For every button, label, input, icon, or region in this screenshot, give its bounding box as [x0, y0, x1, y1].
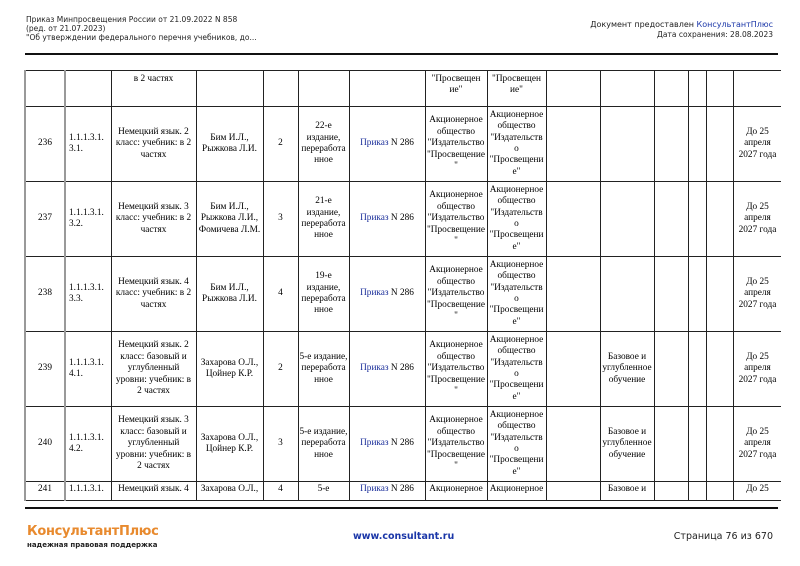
cell-manufacturer: Акционерное общество "Издательство "Просвещение": [487, 182, 546, 257]
cell-empty: [546, 407, 600, 482]
cell-empty: [654, 332, 688, 407]
cell-manufacturer: Акционерное общество "Издательство "Просвещение": [487, 407, 546, 482]
cell-empty: [654, 407, 688, 482]
cell-manufacturer: Акционерное общество "Издательство "Просвещение": [487, 332, 546, 407]
cell-code: 1.1.1.3.1. 4.1.: [65, 332, 111, 407]
cell-empty: [706, 482, 733, 501]
doc-title-line2: (ред. от 21.07.2023): [26, 24, 106, 33]
cell-deadline: [733, 71, 781, 107]
table-row: [25, 257, 781, 332]
cell-code: [65, 71, 111, 107]
save-date: Дата сохранения: 28.08.2023: [657, 30, 773, 39]
cell-empty: [654, 182, 688, 257]
cell-manufacturer: Акционерное общество "Издательство "Просвещение": [487, 107, 546, 182]
cell-deadline: До 25 апреля 2027 года: [733, 332, 781, 407]
cell-level: Базовое и углубленное обучение: [600, 332, 654, 407]
cell-empty: [546, 107, 600, 182]
order-number: N 286: [388, 484, 414, 494]
footer-brand-logo: КонсультантПлюс: [27, 524, 159, 539]
cell-order: [349, 407, 425, 482]
cell-deadline: До 25 апреля 2027 года: [733, 107, 781, 182]
cell-empty: [654, 107, 688, 182]
cell-level: [600, 107, 654, 182]
cell-grade: 4: [263, 257, 298, 332]
order-number: N 286: [388, 363, 414, 374]
cell-grade: 3: [263, 182, 298, 257]
cell-num: 236: [25, 107, 65, 182]
cell-num: 240: [25, 407, 65, 482]
cell-empty: [546, 332, 600, 407]
cell-title: Немецкий язык. 3 класс: базовый и углубленный уровни: учебник: в 2 частях: [111, 407, 196, 482]
cell-empty: [706, 407, 733, 482]
order-number: N 286: [388, 288, 414, 299]
cell-empty: [688, 107, 706, 182]
cell-code: 1.1.1.3.1.: [65, 482, 111, 501]
cell-level: Базовое и углубленное обучение: [600, 407, 654, 482]
cell-level: Базовое и: [600, 482, 654, 501]
cell-edition: [298, 71, 349, 107]
table-row: [25, 407, 781, 482]
cell-grade: 2: [263, 107, 298, 182]
cell-authors: Бим И.Л., Рыжкова Л.И.: [196, 257, 263, 332]
cell-title: в 2 частях: [111, 71, 196, 107]
cell-code: 1.1.1.3.1. 4.2.: [65, 407, 111, 482]
cell-authors: Захарова О.Л.,: [196, 482, 263, 501]
cell-title: Немецкий язык. 4 класс: учебник: в 2 частях: [111, 257, 196, 332]
cell-empty: [688, 182, 706, 257]
order-link[interactable]: Приказ: [360, 484, 389, 494]
cell-title: Немецкий язык. 3 класс: учебник: в 2 частях: [111, 182, 196, 257]
cell-empty: [654, 71, 688, 107]
doc-title-line1: Приказ Минпросвещения России от 21.09.2022 N 858: [26, 15, 238, 24]
cell-authors: [196, 71, 263, 107]
cell-level: [600, 182, 654, 257]
cell-edition: 5-е: [298, 482, 349, 501]
cell-empty: [688, 482, 706, 501]
cell-deadline: До 25 апреля 2027 года: [733, 407, 781, 482]
cell-code: 1.1.1.3.1. 3.2.: [65, 182, 111, 257]
order-number: N 286: [388, 438, 414, 449]
cell-edition: 22-е издание, переработанное: [298, 107, 349, 182]
cell-num: 241: [25, 482, 65, 501]
order-link[interactable]: Приказ: [360, 288, 389, 299]
cell-authors: Захарова О.Л., Цойнер К.Р.: [196, 407, 263, 482]
order-number: N 286: [388, 138, 414, 149]
page-indicator: Страница 76 из 670: [673, 531, 773, 542]
table-row: [25, 107, 781, 182]
cell-publisher: "Просвещен ие": [425, 71, 487, 107]
cell-grade: [263, 71, 298, 107]
cell-authors: Захарова О.Л., Цойнер К.Р.: [196, 332, 263, 407]
cell-empty: [546, 71, 600, 107]
cell-grade: 4: [263, 482, 298, 501]
cell-empty: [546, 257, 600, 332]
cell-num: 237: [25, 182, 65, 257]
table-row: [25, 332, 781, 407]
cell-empty: [688, 332, 706, 407]
cell-manufacturer: "Просвещен ие": [487, 71, 546, 107]
footer-tagline: надежная правовая поддержка: [27, 541, 158, 549]
order-link[interactable]: Приказ: [360, 213, 389, 224]
cell-edition: 5-е издание, переработанное: [298, 332, 349, 407]
cell-manufacturer: Акционерное: [487, 482, 546, 501]
cell-publisher: Акционерное общество "Издательство "Просвещение": [425, 257, 487, 332]
cell-publisher: Акционерное общество "Издательство "Просвещение": [425, 107, 487, 182]
order-link[interactable]: Приказ: [360, 438, 389, 449]
cell-empty: [706, 107, 733, 182]
cell-publisher: Акционерное общество "Издательство "Просвещение": [425, 407, 487, 482]
cell-deadline: До 25 апреля 2027 года: [733, 257, 781, 332]
cell-code: 1.1.1.3.1. 3.3.: [65, 257, 111, 332]
cell-publisher: Акционерное: [425, 482, 487, 501]
cell-title: Немецкий язык. 2 класс: учебник: в 2 частях: [111, 107, 196, 182]
cell-publisher: Акционерное общество "Издательство "Просвещение": [425, 182, 487, 257]
table-row: [25, 182, 781, 257]
cell-num: 239: [25, 332, 65, 407]
cell-empty: [706, 182, 733, 257]
provided-by-text: Документ предоставлен: [590, 20, 697, 29]
table-row-continuation: [25, 71, 781, 107]
cell-empty: [654, 482, 688, 501]
cell-publisher: Акционерное общество "Издательство "Просвещение": [425, 332, 487, 407]
cell-authors: Бим И.Л., Рыжкова Л.И.: [196, 107, 263, 182]
cell-order: [349, 182, 425, 257]
cell-order: [349, 107, 425, 182]
footer-divider: [25, 507, 778, 509]
cell-deadline: До 25 апреля 2027 года: [733, 182, 781, 257]
cell-empty: [706, 332, 733, 407]
cell-authors: Бим И.Л., Рыжкова Л.И., Фомичева Л.М.: [196, 182, 263, 257]
document-title: [26, 15, 257, 42]
cell-level: [600, 71, 654, 107]
cell-empty: [688, 407, 706, 482]
footer-url-link[interactable]: www.consultant.ru: [353, 531, 455, 542]
cell-empty: [706, 257, 733, 332]
cell-code: 1.1.1.3.1. 3.1.: [65, 107, 111, 182]
table-row-partial: [25, 482, 781, 501]
cell-manufacturer: Акционерное общество "Издательство "Просвещение": [487, 257, 546, 332]
order-link[interactable]: Приказ: [360, 363, 389, 374]
cell-title: Немецкий язык. 4: [111, 482, 196, 501]
cell-empty: [546, 182, 600, 257]
order-link[interactable]: Приказ: [360, 138, 389, 149]
cell-order: [349, 257, 425, 332]
header-divider: [25, 53, 778, 55]
cell-edition: 21-е издание, переработанное: [298, 182, 349, 257]
cell-num: [25, 71, 65, 107]
cell-order: [349, 71, 425, 107]
cell-deadline: До 25: [733, 482, 781, 501]
document-provider: [590, 20, 773, 40]
textbook-table: [24, 70, 781, 503]
cell-grade: 2: [263, 332, 298, 407]
order-number: N 286: [388, 213, 414, 224]
cell-edition: 19-е издание, переработанное: [298, 257, 349, 332]
cell-empty: [546, 482, 600, 501]
cell-grade: 3: [263, 407, 298, 482]
cell-edition: 5-е издание, переработанное: [298, 407, 349, 482]
cell-order: [349, 332, 425, 407]
doc-title-line3: "Об утверждении федерального перечня учебников, до...: [26, 33, 257, 42]
provider-brand-link[interactable]: КонсультантПлюс: [696, 20, 773, 29]
cell-empty: [688, 257, 706, 332]
cell-num: 238: [25, 257, 65, 332]
cell-empty: [654, 257, 688, 332]
cell-empty: [706, 71, 733, 107]
cell-level: [600, 257, 654, 332]
cell-empty: [688, 71, 706, 107]
cell-title: Немецкий язык. 2 класс: базовый и углубленный уровни: учебник: в 2 частях: [111, 332, 196, 407]
cell-order: [349, 482, 425, 501]
